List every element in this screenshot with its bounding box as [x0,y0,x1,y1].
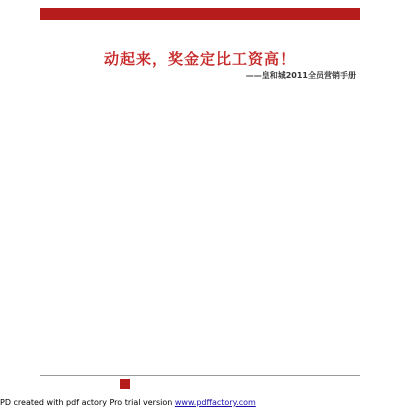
document-subtitle: ——皇和城2011全员营销手册 [245,71,356,80]
company-logo [120,379,130,389]
trial-watermark [0,398,256,407]
document-title: 动起来，奖金定比工资高！ [103,50,296,68]
watermark-text: PD created with pdf actory Pro trial version [0,398,173,407]
watermark-link[interactable]: www.pdffactory.com [174,398,256,407]
page-footer [40,375,360,392]
header-bar [40,8,360,20]
document-body [48,96,352,332]
